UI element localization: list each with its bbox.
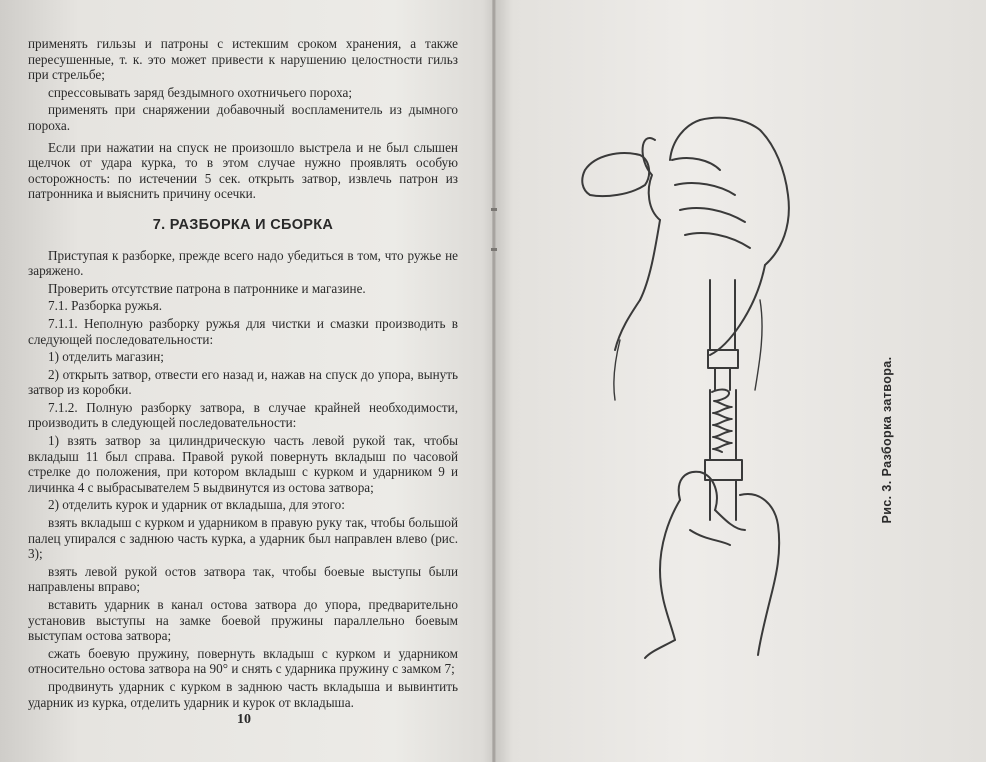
- paragraph: Если при нажатии на спуск не произошло выстрела и не был слышен щелчок от удара курка, то в этом случае нужно проявлять особую осторожность: по истечении 5 сек. открыть затвор, извлечь патрон из патронника и выяснить причину осечки.: [28, 139, 458, 202]
- paragraph: применять гильзы и патроны с истекшим сроком хранения, а также пересушенные, т. к. это может привести к нарушению целостности гильз при стрельбе;: [28, 36, 458, 83]
- paragraph: 2) отделить курок и ударник от вкладыша, для этого:: [48, 497, 345, 513]
- figure-caption-box: [872, 330, 902, 550]
- paragraph: сжать боевую пружину, повернуть вкладыш с курком и ударником относительно остова затвора на 90° и снять с ударника пружину с замком 7;: [28, 645, 458, 677]
- paragraph: продвинуть ударник с курком в заднюю часть вкладыша и вывинтить ударник из курка, отделить ударник и курок от вкладыша.: [28, 678, 458, 710]
- paragraph: вставить ударник в канал остова затвора до упора, предварительно установив выступы на замке боевой пружины параллельно боевым выступам остова затвора;: [28, 597, 458, 644]
- staple: [491, 248, 497, 251]
- paragraph: Приступая к разборке, прежде всего надо убедиться в том, что ружье не заряжено.: [28, 247, 458, 279]
- staple: [491, 208, 497, 211]
- paragraph: 7.1. Разборка ружья.: [48, 298, 163, 314]
- book-spine: [492, 0, 496, 762]
- paragraph: 1) отделить магазин;: [48, 349, 164, 365]
- paragraph: 7.1.1. Неполную разборку ружья для чистки и смазки производить в следующей последовательности:: [28, 315, 458, 347]
- paragraph: взять вкладыш с курком и ударником в правую руку так, чтобы большой палец упирался с заднюю часть курка, а ударник был направлен влево (рис. 3);: [28, 515, 458, 562]
- paragraph: применять при снаряжении добавочный воспламенитель из дымного пороха.: [28, 102, 458, 133]
- paragraph: 2) открыть затвор, отвести его назад и, нажав на спуск до упора, вынуть затвор из коробки.: [28, 366, 458, 398]
- page-number: 10: [237, 712, 251, 727]
- paragraph: спрессовывать заряд бездымного охотничьего пороха;: [48, 84, 353, 100]
- paragraph: 7.1.2. Полную разборку затвора, в случае крайней необходимости, производить в следующей последовательности:: [28, 399, 458, 431]
- figure-caption: Рис. 3. Разборка затвора.: [880, 356, 894, 524]
- section-title: 7. РАЗБОРКА И СБОРКА: [152, 216, 334, 233]
- paragraph: Проверить отсутствие патрона в патроннике и магазине.: [48, 280, 366, 296]
- paragraph: взять левой рукой остов затвора так, чтобы боевые выступы были направлены вправо;: [28, 563, 458, 595]
- bolt-disassembly-illustration: [560, 100, 820, 660]
- left-page-text: [28, 36, 458, 712]
- paragraph: 1) взять затвор за цилиндрическую часть левой рукой так, чтобы вкладыш 11 был справа. Правой рукой повернуть вкладыш по часовой стрелке до положения, при котором вкладыш с курком и ударником 9 и личинка 4 с выбрасывателем 5 выдвинутся из остова затвора;: [28, 433, 458, 495]
